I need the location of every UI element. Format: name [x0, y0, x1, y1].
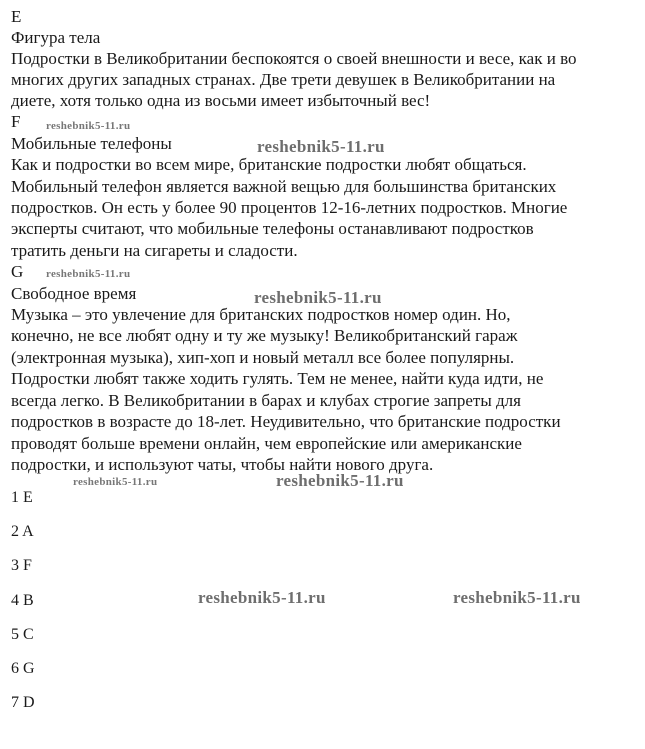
section-e-line-2: многих других западных странах. Две трети девушек в Великобритании на	[11, 70, 556, 89]
section-g-letter: G	[11, 262, 24, 281]
section-g-line-3: (электронная музыка), хип-хоп и новый металл все более популярны.	[11, 348, 515, 367]
answer-3: 3 F	[11, 557, 32, 574]
section-f-letter: F	[11, 112, 21, 131]
section-e-line-1: Подростки в Великобритании беспокоятся о своей внешности и весе, как и во	[11, 49, 577, 68]
section-f-line-1: Как и подростки во всем мире, британские подростки любят общаться.	[11, 155, 527, 174]
section-g-line-6: подростков в возрасте до 18-лет. Неудивительно, что британские подростки	[11, 412, 561, 431]
watermark-small: reshebnik5-11.ru	[46, 268, 131, 280]
section-f-title: Мобильные телефоны	[11, 134, 172, 153]
section-g-line-7: проводят больше времени онлайн, чем европейские или американские	[11, 434, 522, 453]
watermark: reshebnik5-11.ru	[257, 137, 385, 156]
section-e-title: Фигура тела	[11, 28, 101, 47]
answer-6: 6 G	[11, 660, 35, 677]
section-e-letter: E	[11, 7, 22, 26]
section-g-title: Свободное время	[11, 284, 137, 303]
answer-7: 7 D	[11, 694, 35, 711]
section-g-line-4: Подростки любят также ходить гулять. Тем не менее, найти куда идти, не	[11, 369, 544, 388]
section-g-line-5: всегда легко. В Великобритании в барах и клубах строгие запреты для	[11, 391, 521, 410]
watermark: reshebnik5-11.ru	[276, 471, 404, 490]
section-g-line-8: подростки, и используют чаты, чтобы найти нового друга.	[11, 455, 434, 474]
answer-5: 5 C	[11, 626, 34, 643]
watermark-small: reshebnik5-11.ru	[46, 120, 131, 132]
answer-4: 4 B	[11, 592, 34, 609]
answer-1: 1 E	[11, 489, 33, 506]
watermark: reshebnik5-11.ru	[453, 588, 581, 607]
section-f-line-4: эксперты считают, что мобильные телефоны останавливают подростков	[11, 219, 534, 238]
watermark: reshebnik5-11.ru	[198, 588, 326, 607]
section-g-line-1: Музыка – это увлечение для британских подростков номер один. Но,	[11, 305, 511, 324]
watermark: reshebnik5-11.ru	[254, 288, 382, 307]
answer-2: 2 A	[11, 523, 34, 540]
section-f-line-5: тратить деньги на сигареты и сладости.	[11, 241, 298, 260]
watermark-small: reshebnik5-11.ru	[73, 476, 158, 488]
section-e-line-3: диете, хотя только одна из восьми имеет избыточный вес!	[11, 91, 431, 110]
section-f-line-2: Мобильный телефон является важной вещью для большинства британских	[11, 177, 557, 196]
section-f-line-3: подростков. Он есть у более 90 процентов 12-16-летних подростков. Многие	[11, 198, 568, 217]
section-g-line-2: конечно, не все любят одну и ту же музыку! Великобританский гараж	[11, 326, 518, 345]
